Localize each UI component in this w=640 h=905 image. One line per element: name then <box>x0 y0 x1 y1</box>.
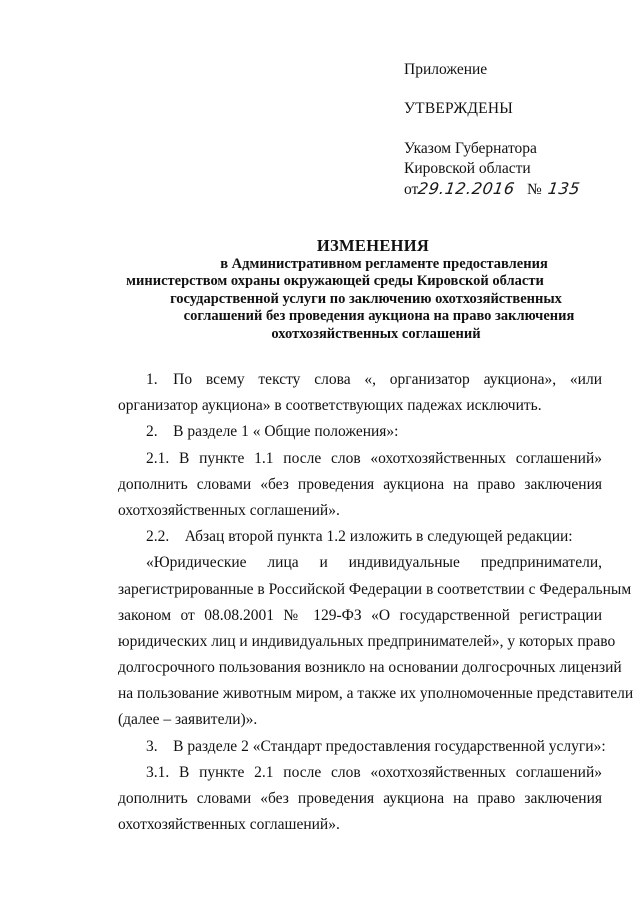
document-heading <box>100 236 640 343</box>
approved-label: УТВЕРЖДЕНЫ <box>404 100 513 117</box>
body-line: охотхозяйственных соглашений». <box>118 816 340 834</box>
handwritten-number: 135 <box>546 179 582 198</box>
body-line: 3.1. В пункте 2.1 после слов «охотхозяйственных соглашений» <box>146 763 602 781</box>
body-line: законом от 08.08.2001 № 129-ФЗ «О государственной регистрации <box>118 606 602 624</box>
number-label: № <box>526 181 542 198</box>
decree-line-2: Кировской области <box>404 160 531 177</box>
appendix-label: Приложение <box>404 61 488 78</box>
decree-line-1: Указом Губернатора <box>404 140 537 157</box>
heading-line-5: охотхозяйственных соглашений <box>271 325 481 342</box>
body-line: юридических лиц и индивидуальных предпринимателей», у которых право <box>118 632 616 650</box>
body-line: зарегистрированные в Российской Федерации в соответствии с Федеральным <box>118 580 632 598</box>
document-body <box>118 367 634 838</box>
body-line: долгосрочного пользования возникло на основании долгосрочных лицензий <box>118 659 622 677</box>
body-line: охотхозяйственных соглашений». <box>118 501 340 519</box>
body-line: 3. В разделе 2 «Стандарт предоставления государственной услуги»: <box>146 737 606 755</box>
body-line: 2. В разделе 1 « Общие положения»: <box>146 423 399 441</box>
body-line: организатор аукциона» в соответствующих падежах исключить. <box>118 397 542 415</box>
body-line: «Юридические лица и индивидуальные предприниматели, <box>146 554 602 572</box>
body-line: 1. По всему тексту слова «, организатор аукциона», «или <box>146 371 602 388</box>
date-prefix: от <box>404 181 419 198</box>
body-line: дополнить словами «без проведения аукциона на право заключения <box>118 790 602 807</box>
heading-title: ИЗМЕНЕНИЯ <box>316 236 430 255</box>
body-line: (далее – заявители)». <box>118 711 258 729</box>
body-line: дополнить словами «без проведения аукциона на право заключения <box>118 475 602 493</box>
heading-line-1: в Административном регламенте предоставления <box>220 256 548 272</box>
heading-line-3: государственной услуги по заключению охотхозяйственных <box>170 290 562 307</box>
body-line: на пользование животным миром, а также их уполномоченные представители <box>118 685 634 703</box>
body-line: 2.1. В пункте 1.1 после слов «охотхозяйственных соглашений» <box>146 449 602 467</box>
decree-date-line <box>404 179 580 200</box>
approval-stamp-block <box>404 60 580 200</box>
heading-line-2: министерством охраны окружающей среды Кировской области <box>126 273 544 290</box>
handwritten-date: 29.12.2016 <box>417 179 517 198</box>
body-line: 2.2. Абзац второй пункта 1.2 изложить в следующей редакции: <box>146 528 573 546</box>
heading-line-4: соглашений без проведения аукциона на право заключения <box>183 308 575 325</box>
